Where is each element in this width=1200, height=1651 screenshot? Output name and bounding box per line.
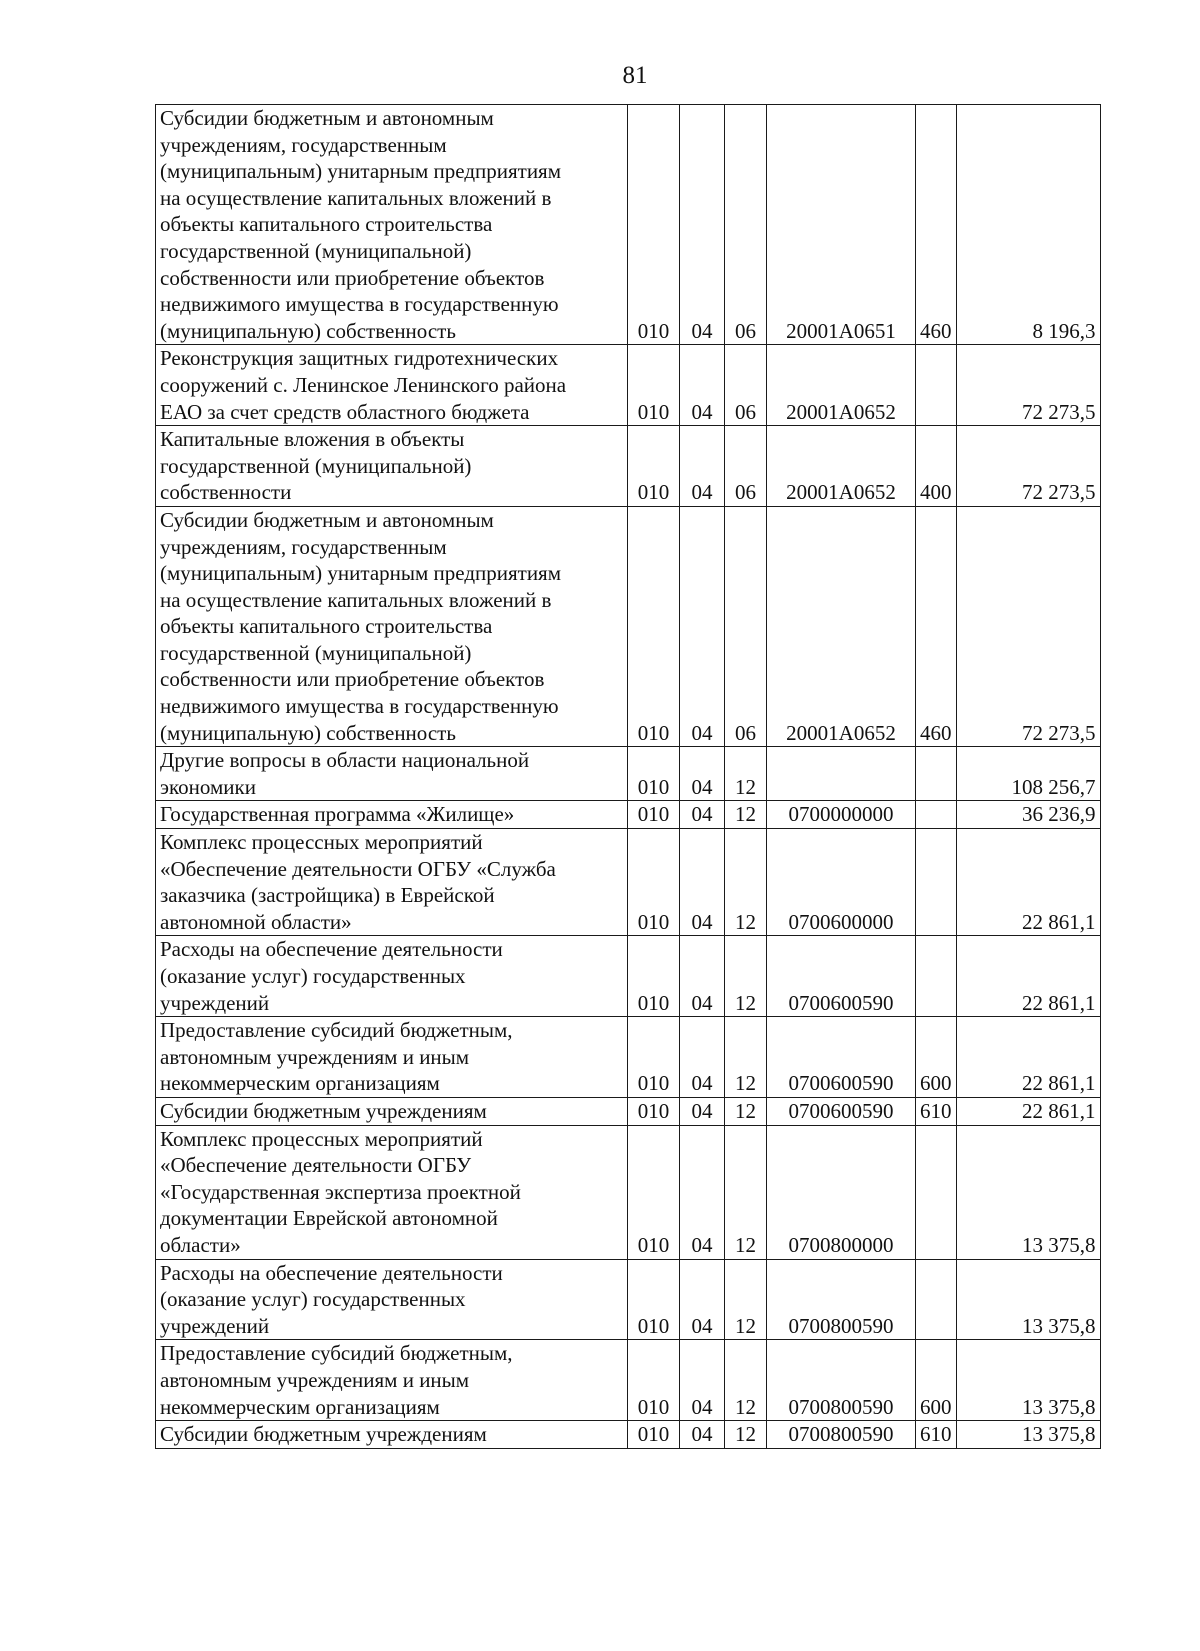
- row-gr-code-cell: 010: [628, 747, 680, 801]
- row-amount-cell: 36 236,9: [956, 801, 1100, 829]
- table-row: [156, 829, 1101, 936]
- row-section-code-cell: 04: [680, 1259, 725, 1340]
- row-expense-type-cell: [916, 829, 957, 936]
- row-gr-code-cell: 010: [628, 936, 680, 1017]
- row-name-cell: Комплекс процессных мероприятий «Обеспечение деятельности ОГБУ «Служба заказчика (застройщика) в Еврейской автономной области»: [156, 829, 628, 936]
- row-target-article-cell: 20001А0652: [767, 506, 916, 746]
- table-row: [156, 1259, 1101, 1340]
- row-gr-code-cell: 010: [628, 1340, 680, 1421]
- row-amount-cell: 22 861,1: [956, 829, 1100, 936]
- row-amount-cell: 72 273,5: [956, 506, 1100, 746]
- row-name-cell: Расходы на обеспечение деятельности (оказание услуг) государственных учреждений: [156, 1259, 628, 1340]
- table-row: [156, 801, 1101, 829]
- row-target-article-cell: 0700600590: [767, 1017, 916, 1098]
- row-subsection-code-cell: 12: [725, 1421, 767, 1449]
- row-target-article-cell: 0700800590: [767, 1421, 916, 1449]
- row-name-cell: Предоставление субсидий бюджетным, автономным учреждениям и иным некоммерческим организациям: [156, 1340, 628, 1421]
- table-row: [156, 1340, 1101, 1421]
- row-amount-cell: 108 256,7: [956, 747, 1100, 801]
- row-expense-type-cell: [916, 936, 957, 1017]
- row-section-code-cell: 04: [680, 105, 725, 345]
- row-section-code-cell: 04: [680, 1340, 725, 1421]
- row-name-cell: Субсидии бюджетным учреждениям: [156, 1097, 628, 1125]
- row-subsection-code-cell: 12: [725, 747, 767, 801]
- row-expense-type-cell: 610: [916, 1097, 957, 1125]
- row-gr-code-cell: 010: [628, 1421, 680, 1449]
- row-expense-type-cell: 400: [916, 426, 957, 507]
- row-name-cell: Другие вопросы в области национальной экономики: [156, 747, 628, 801]
- row-subsection-code-cell: 12: [725, 1125, 767, 1259]
- row-name-cell: Расходы на обеспечение деятельности (оказание услуг) государственных учреждений: [156, 936, 628, 1017]
- row-gr-code-cell: 010: [628, 105, 680, 345]
- row-subsection-code-cell: 12: [725, 1259, 767, 1340]
- row-section-code-cell: 04: [680, 345, 725, 426]
- row-target-article-cell: 0700800000: [767, 1125, 916, 1259]
- row-subsection-code-cell: 06: [725, 426, 767, 507]
- table-row: [156, 1017, 1101, 1098]
- table-row: [156, 1421, 1101, 1449]
- row-gr-code-cell: 010: [628, 801, 680, 829]
- row-section-code-cell: 04: [680, 1421, 725, 1449]
- row-expense-type-cell: 460: [916, 506, 957, 746]
- row-expense-type-cell: 610: [916, 1421, 957, 1449]
- row-expense-type-cell: 460: [916, 105, 957, 345]
- row-subsection-code-cell: 06: [725, 506, 767, 746]
- row-subsection-code-cell: 06: [725, 105, 767, 345]
- budget-table: [155, 104, 1101, 1449]
- row-target-article-cell: 0700600590: [767, 936, 916, 1017]
- row-amount-cell: 22 861,1: [956, 936, 1100, 1017]
- row-subsection-code-cell: 12: [725, 829, 767, 936]
- row-name-cell: Капитальные вложения в объекты государственной (муниципальной) собственности: [156, 426, 628, 507]
- row-gr-code-cell: 010: [628, 506, 680, 746]
- table-row: [156, 426, 1101, 507]
- row-subsection-code-cell: 12: [725, 1340, 767, 1421]
- row-name-cell: Субсидии бюджетным учреждениям: [156, 1421, 628, 1449]
- row-gr-code-cell: 010: [628, 1017, 680, 1098]
- row-gr-code-cell: 010: [628, 1259, 680, 1340]
- row-target-article-cell: 20001А0652: [767, 345, 916, 426]
- row-target-article-cell: 0700000000: [767, 801, 916, 829]
- row-name-cell: Государственная программа «Жилище»: [156, 801, 628, 829]
- row-section-code-cell: 04: [680, 747, 725, 801]
- table-row: [156, 747, 1101, 801]
- row-amount-cell: 13 375,8: [956, 1340, 1100, 1421]
- row-name-cell: Реконструкция защитных гидротехнических сооружений с. Ленинское Ленинского района ЕАО за счет средств областного бюджета: [156, 345, 628, 426]
- page-number: 81: [622, 62, 648, 89]
- row-gr-code-cell: 010: [628, 829, 680, 936]
- row-amount-cell: 13 375,8: [956, 1421, 1100, 1449]
- table-row: [156, 1097, 1101, 1125]
- table-row: [156, 1125, 1101, 1259]
- row-section-code-cell: 04: [680, 829, 725, 936]
- row-target-article-cell: [767, 747, 916, 801]
- row-expense-type-cell: [916, 747, 957, 801]
- row-subsection-code-cell: 12: [725, 1017, 767, 1098]
- row-amount-cell: 13 375,8: [956, 1259, 1100, 1340]
- row-amount-cell: 22 861,1: [956, 1097, 1100, 1125]
- row-amount-cell: 72 273,5: [956, 345, 1100, 426]
- table-row: [156, 506, 1101, 746]
- row-expense-type-cell: 600: [916, 1017, 957, 1098]
- row-section-code-cell: 04: [680, 936, 725, 1017]
- row-target-article-cell: 0700800590: [767, 1259, 916, 1340]
- row-amount-cell: 13 375,8: [956, 1125, 1100, 1259]
- table-row: [156, 105, 1101, 345]
- row-section-code-cell: 04: [680, 801, 725, 829]
- row-name-cell: Предоставление субсидий бюджетным, автономным учреждениям и иным некоммерческим организациям: [156, 1017, 628, 1098]
- row-section-code-cell: 04: [680, 1097, 725, 1125]
- table-row: [156, 936, 1101, 1017]
- row-gr-code-cell: 010: [628, 426, 680, 507]
- row-target-article-cell: 0700600590: [767, 1097, 916, 1125]
- row-expense-type-cell: [916, 1125, 957, 1259]
- row-amount-cell: 8 196,3: [956, 105, 1100, 345]
- row-gr-code-cell: 010: [628, 1125, 680, 1259]
- row-name-cell: Субсидии бюджетным и автономным учреждениям, государственным (муниципальным) унитарным предприятиям на осуществление капитальных вложений в объекты капитального строительства государственной (муниципальной) собственности или приобретение объектов недвижимого имущества в государственную (муниципальную) собственность: [156, 105, 628, 345]
- row-amount-cell: 72 273,5: [956, 426, 1100, 507]
- row-section-code-cell: 04: [680, 506, 725, 746]
- row-target-article-cell: 0700800590: [767, 1340, 916, 1421]
- row-amount-cell: 22 861,1: [956, 1017, 1100, 1098]
- row-expense-type-cell: [916, 1259, 957, 1340]
- row-expense-type-cell: [916, 801, 957, 829]
- budget-table-body: [156, 105, 1101, 1449]
- row-target-article-cell: 20001А0652: [767, 426, 916, 507]
- row-name-cell: Субсидии бюджетным и автономным учреждениям, государственным (муниципальным) унитарным предприятиям на осуществление капитальных вложений в объекты капитального строительства государственной (муниципальной) собственности или приобретение объектов недвижимого имущества в государственную (муниципальную) собственность: [156, 506, 628, 746]
- row-subsection-code-cell: 12: [725, 801, 767, 829]
- row-gr-code-cell: 010: [628, 345, 680, 426]
- row-section-code-cell: 04: [680, 1017, 725, 1098]
- row-name-cell: Комплекс процессных мероприятий «Обеспечение деятельности ОГБУ «Государственная экспертиза проектной документации Еврейской автономной области»: [156, 1125, 628, 1259]
- row-expense-type-cell: [916, 345, 957, 426]
- row-target-article-cell: 0700600000: [767, 829, 916, 936]
- row-subsection-code-cell: 12: [725, 936, 767, 1017]
- row-subsection-code-cell: 06: [725, 345, 767, 426]
- row-section-code-cell: 04: [680, 426, 725, 507]
- row-gr-code-cell: 010: [628, 1097, 680, 1125]
- table-row: [156, 345, 1101, 426]
- row-expense-type-cell: 600: [916, 1340, 957, 1421]
- row-subsection-code-cell: 12: [725, 1097, 767, 1125]
- row-target-article-cell: 20001А0651: [767, 105, 916, 345]
- row-section-code-cell: 04: [680, 1125, 725, 1259]
